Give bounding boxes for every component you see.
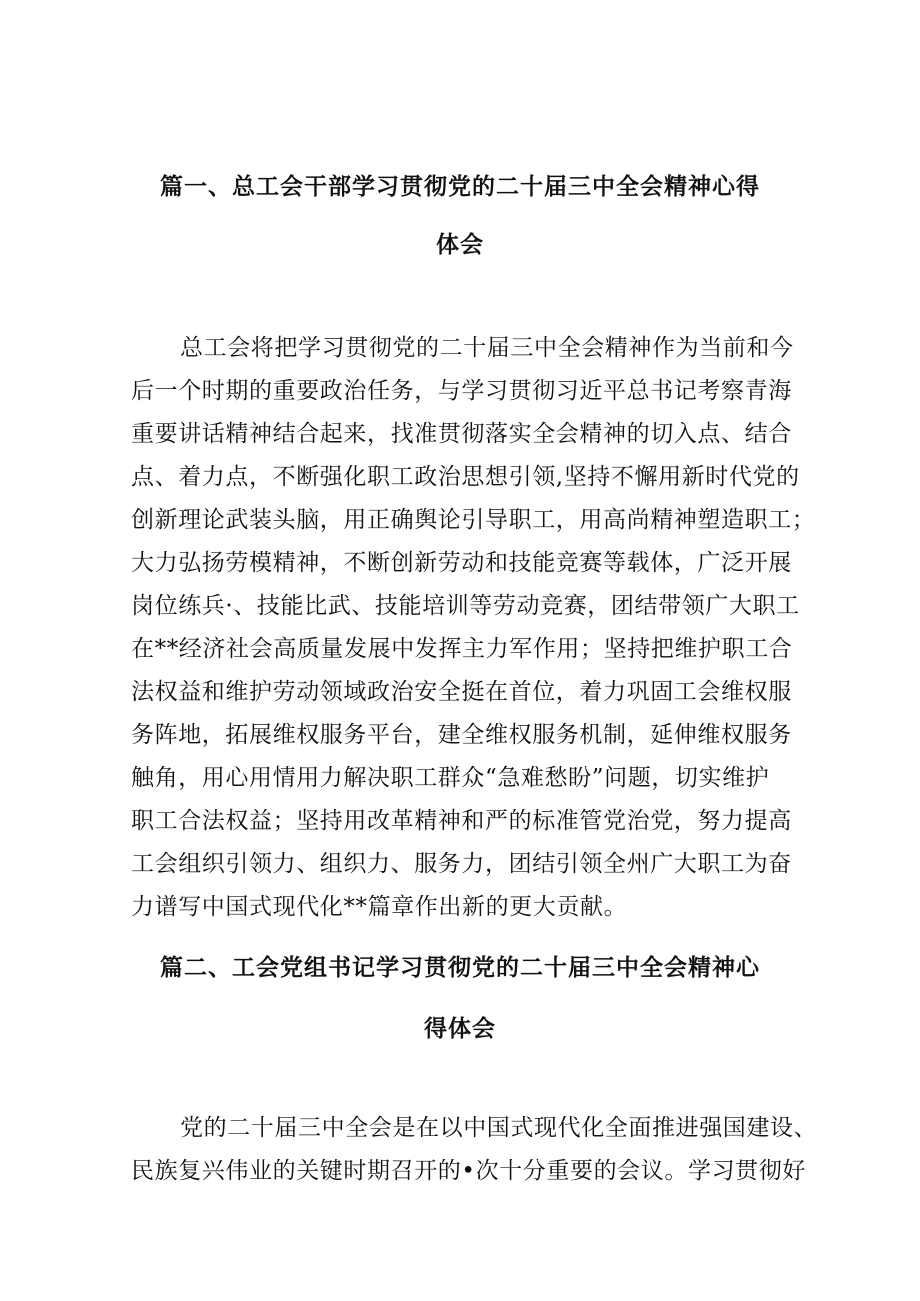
section1-title-line1: 篇一、总工会干部学习贯彻党的二十届三中全会精神心得 [160, 174, 760, 200]
section2-title-line2: 得体会 [424, 1016, 496, 1042]
paragraph-line: 创新理论武装头脑，用正确舆论引导职工，用高尚精神塑造职工； [131, 507, 816, 533]
paragraph-line: 大力弘扬劳模精神，不断创新劳动和技能竞赛等载体，广泛开展 [131, 550, 792, 576]
paragraph-line: 触角，用心用情用力解决职工群众“急难愁盼”问题，切实维护 [131, 765, 770, 791]
paragraph-line: 工会组织引领力、组织力、服务力，团结引领全州广大职工为奋 [131, 851, 792, 877]
section2-title-line1: 篇二、工会党组书记学习贯彻党的二十届三中全会精神心 [160, 955, 760, 981]
paragraph-line: 总工会将把学习贯彻党的二十届三中全会精神作为当前和今 [180, 335, 794, 361]
section1-title-line2: 体会 [436, 232, 484, 258]
paragraph-line: 后一个时期的重要政治任务，与学习贯彻习近平总书记考察青海 [131, 378, 792, 404]
paragraph-line: 重要讲话精神结合起来，找准贯彻落实全会精神的切入点、结合 [131, 421, 792, 447]
paragraph-line: 点、着力点，不断强化职工政治思想引领,坚持不懈用新时代党的 [131, 464, 800, 490]
paragraph-line: 力谱写中国式现代化**篇章作出新的更大贡献。 [131, 894, 628, 920]
paragraph-line: 在**经济社会高质量发展中发挥主力军作用；坚持把维护职工合 [131, 636, 793, 662]
paragraph-line: 党的二十届三中全会是在以中国式现代化全面推进强国建设、 [180, 1115, 818, 1141]
paragraph-line: 法权益和维护劳动领域政治安全挺在首位，着力巩固工会维权服 [131, 679, 792, 705]
paragraph-line: 民族复兴伟业的关键时期召开的•次十分重要的会议。学习贯彻好 [131, 1158, 806, 1184]
paragraph-line: 岗位练兵·、技能比武、技能培训等劳动竞赛，团结带领广大职工 [131, 593, 800, 619]
paragraph-line: 务阵地，拓展维权服务平台，建全维权服务机制，延伸维权服务 [131, 722, 792, 748]
paragraph-line: 职工合法权益；坚持用改革精神和严的标准管党治党，努力提高 [131, 808, 792, 834]
